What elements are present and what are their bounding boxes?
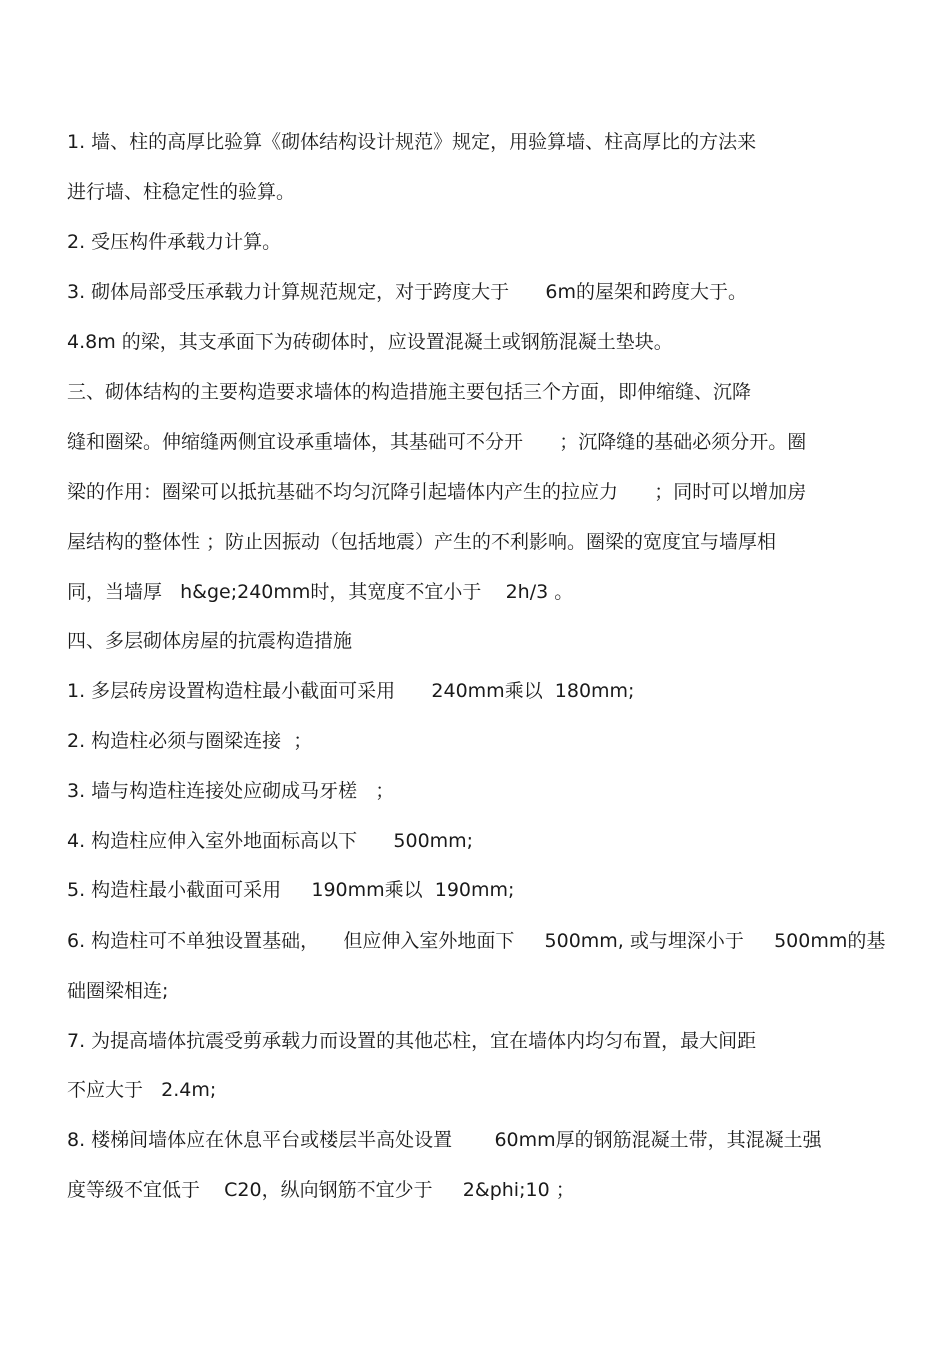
text-line: 1. 墙、柱的高厚比验算《砌体结构设计规范》规定，用验算墙、柱高厚比的方法来 <box>67 131 757 153</box>
text-line: 同，当墙厚 h&ge;240mm时，其宽度不宜小于 2h/3 。 <box>67 581 574 603</box>
text-line: 屋结构的整体性 ；防止因振动（包括地震）产生的不利影响。圈梁的宽度宜与墙厚相 <box>67 531 777 553</box>
text-line: 4.8m 的梁，其支承面下为砖砌体时，应设置混凝土或钢筋混凝土垫块。 <box>67 331 673 353</box>
text-line: 梁的作用：圈梁可以抵抗基础不均匀沉降引起墙体内产生的拉应力 ；同时可以增加房 <box>67 481 807 503</box>
text-line: 进行墙、柱稳定性的验算。 <box>67 181 296 203</box>
text-line: 不应大于 2.4m; <box>67 1079 217 1101</box>
text-line: 3. 砌体局部受压承载力计算规范规定，对于跨度大于 6m的屋架和跨度大于。 <box>67 281 748 303</box>
text-line: 1. 多层砖房设置构造柱最小截面可采用 240mm乘以 180mm; <box>67 680 635 702</box>
text-line: 度等级不宜低于 C20，纵向钢筋不宜少于 2&phi;10 ； <box>67 1179 575 1201</box>
text-line: 7. 为提高墙体抗震受剪承载力而设置的其他芯柱，宜在墙体内均匀布置，最大间距 <box>67 1030 757 1052</box>
text-line: 2. 构造柱必须与圈梁连接 ； <box>67 730 313 752</box>
text-line: 5. 构造柱最小截面可采用 190mm乘以 190mm; <box>67 879 515 901</box>
text-line: 6. 构造柱可不单独设置基础， 但应伸入室外地面下 500mm, 或与埋深小于 500mm的基 <box>67 930 886 952</box>
text-line: 4. 构造柱应伸入室外地面标高以下 500mm; <box>67 830 474 852</box>
text-line: 8. 楼梯间墙体应在休息平台或楼层半高处设置 60mm厚的钢筋混凝土带，其混凝土强 <box>67 1129 822 1151</box>
text-line: 2. 受压构件承载力计算。 <box>67 231 282 253</box>
text-line: 缝和圈梁。伸缩缝两侧宜设承重墙体，其基础可不分开 ；沉降缝的基础必须分开。圈 <box>67 431 807 453</box>
text-line: 三、砌体结构的主要构造要求墙体的构造措施主要包括三个方面，即伸缩缝、沉降 <box>67 381 752 403</box>
text-line: 础圈梁相连; <box>67 980 169 1002</box>
text-line: 3. 墙与构造柱连接处应砌成马牙槎 ； <box>67 780 395 802</box>
section-heading: 四、多层砌体房屋的抗震构造措施 <box>67 630 353 652</box>
